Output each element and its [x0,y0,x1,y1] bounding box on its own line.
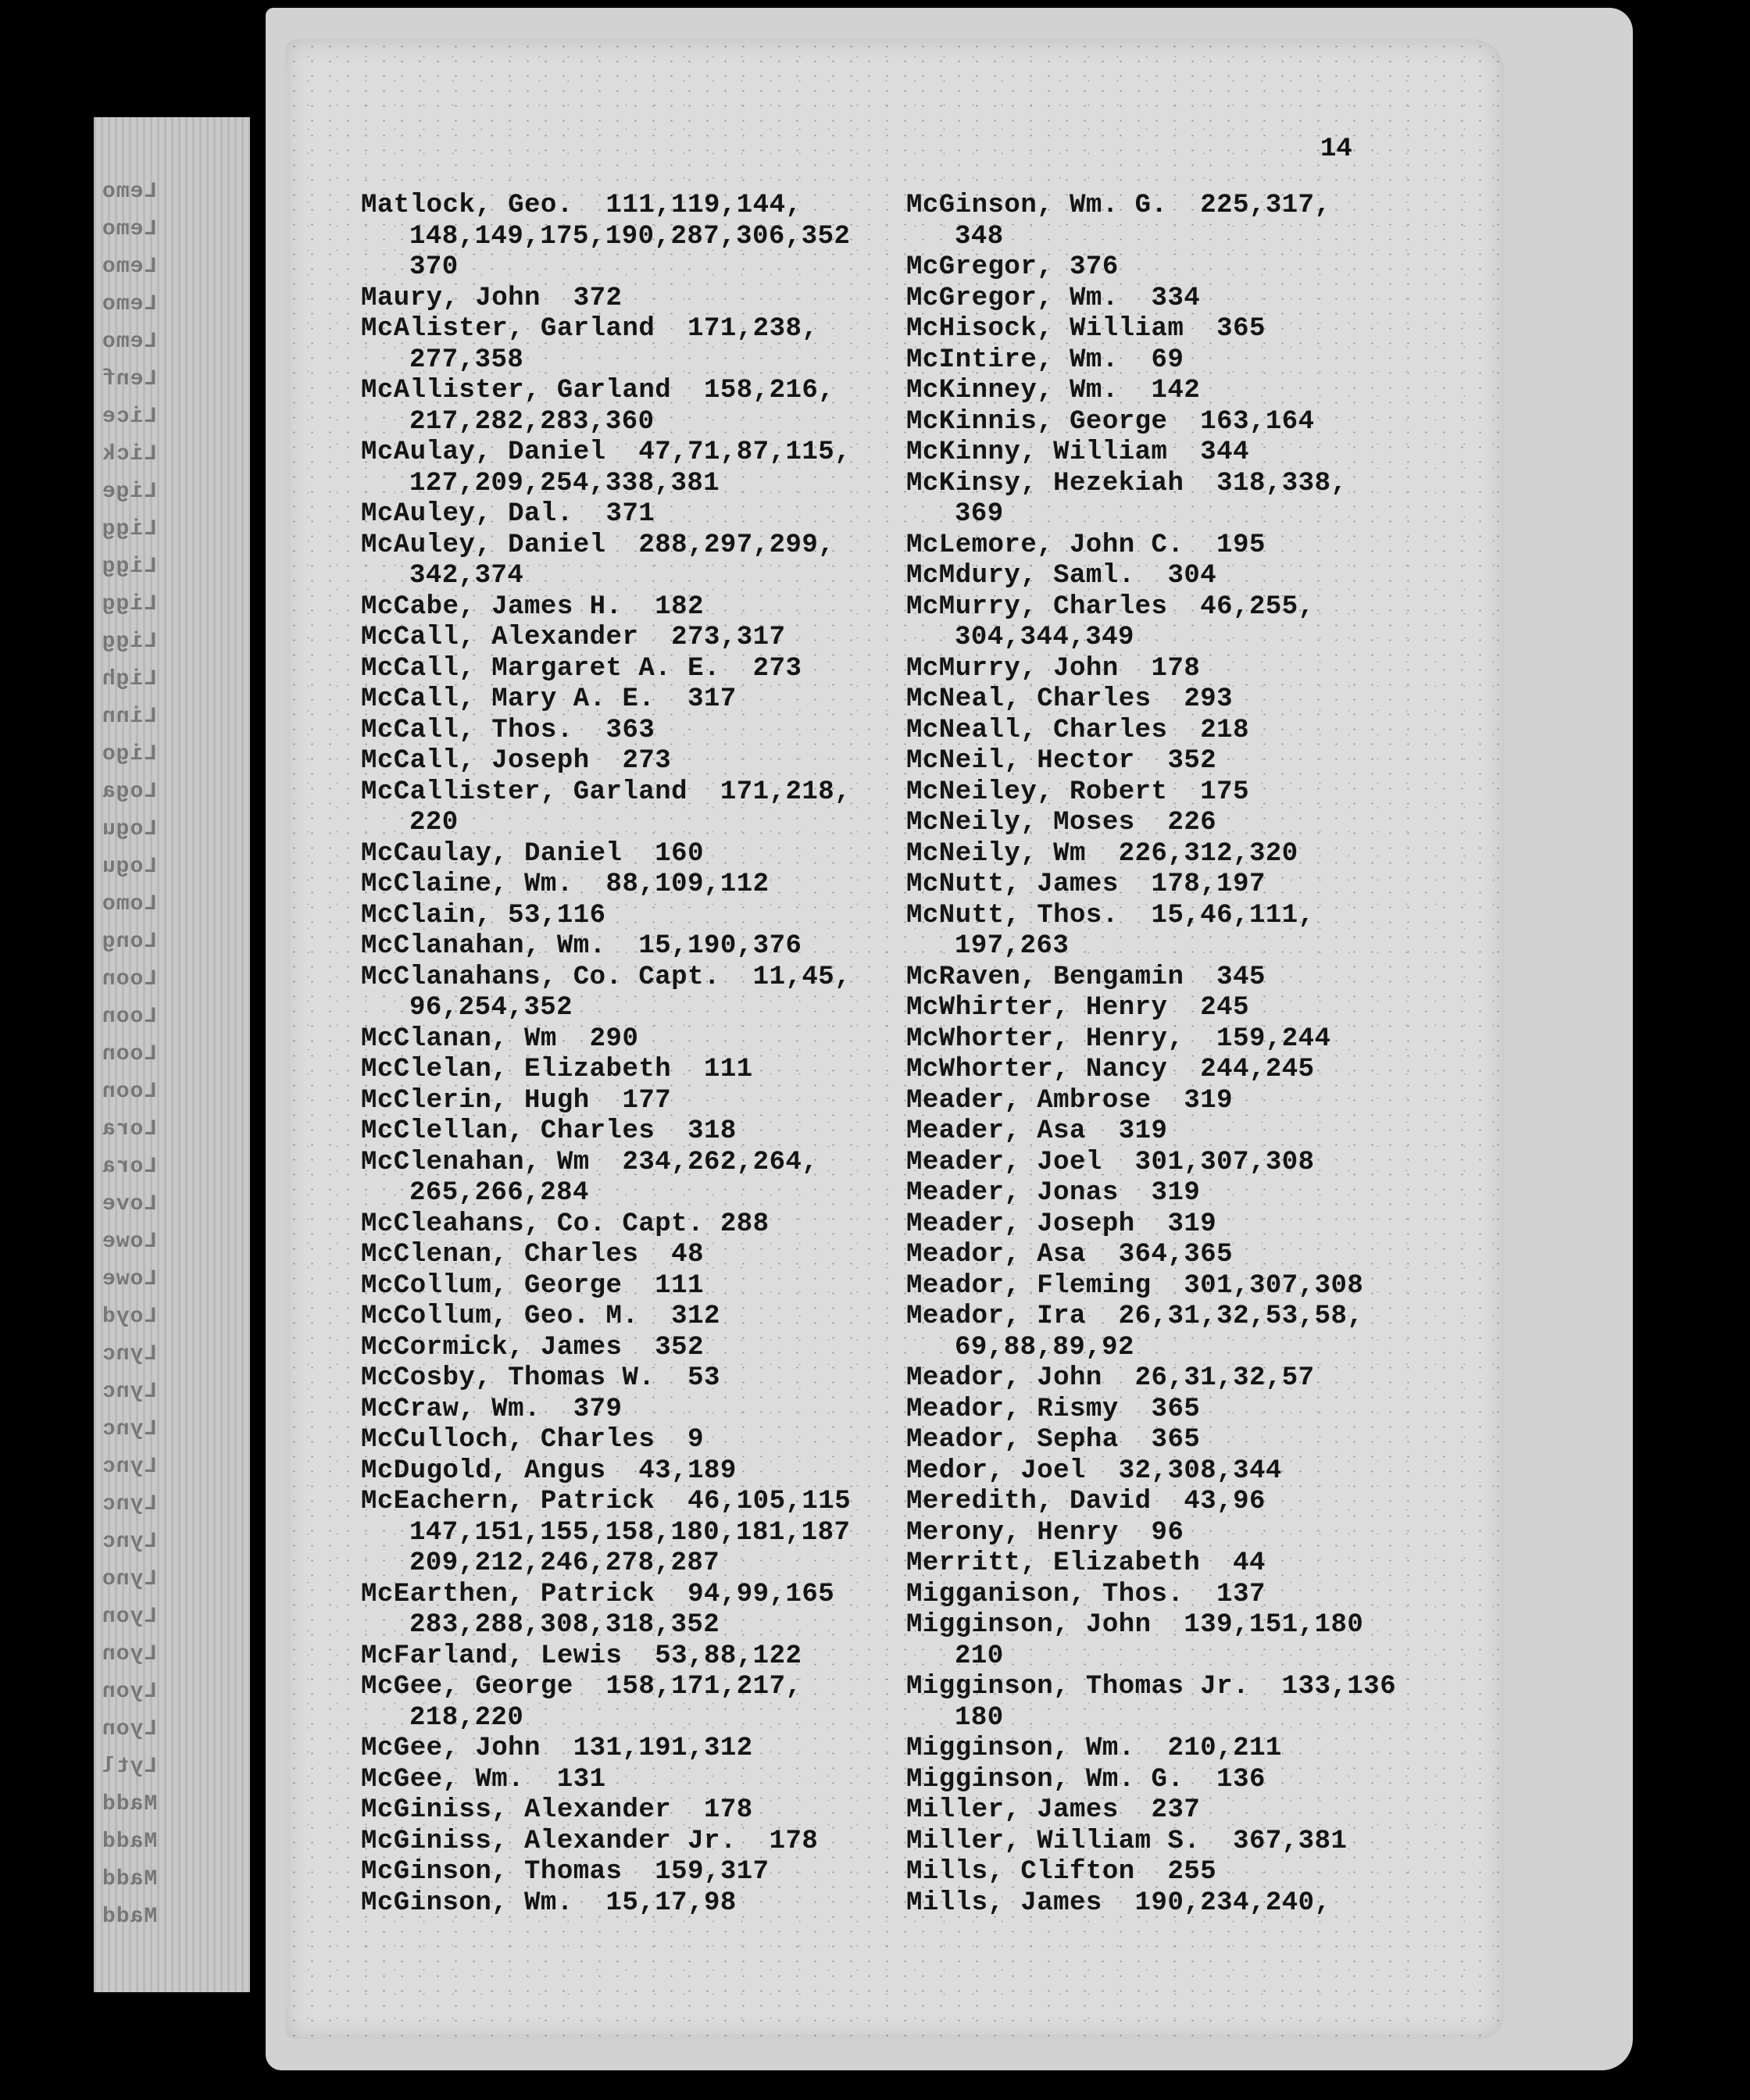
index-entry: McCall, Joseph 273 [361,746,672,776]
index-entry: McClaine, Wm. 88,109,112 [361,870,770,899]
index-entry: McKinsy, Hezekiah 318,338, [906,468,1348,498]
index-entry: McGiniss, Alexander Jr. 178 [361,1826,819,1856]
index-entry: McWhirter, Henry 245 [906,993,1249,1023]
index-entry-continuation: 220 [409,808,459,838]
index-entry: McAllister, Garland 158,216, [361,376,835,405]
index-entry: Merony, Henry 96 [906,1517,1184,1548]
index-entry: Migginson, Wm. G. 136 [906,1764,1266,1795]
adjacent-page-fragment: Loon [102,1042,158,1066]
adjacent-page-fragment: Madd [102,1905,158,1929]
index-entry: Meader, Joel 301,307,308 [906,1147,1315,1177]
page-number: 14 [1320,134,1352,164]
adjacent-page-fragment: Loga [102,780,158,804]
index-entry: McNeal, Charles 293 [906,684,1234,714]
index-entry: Miller, James 237 [906,1795,1201,1825]
index-entry: McHisock, William 365 [906,314,1266,344]
index-entry-continuation: 283,288,308,318,352 [409,1610,720,1640]
index-entry: McClanahans, Co. Capt. 11,45, [361,962,852,992]
index-entry-continuation: 96,254,352 [409,993,573,1023]
index-entry: McNeily, Wm 226,312,320 [906,838,1298,869]
adjacent-page-fragment: Lowe [102,1267,158,1291]
index-entry-continuation: 370 [409,252,459,282]
index-entry: McGinson, Thomas 159,317 [361,1857,770,1887]
adjacent-page-fragment: Lyon [102,1717,158,1741]
index-entry: McKinney, Wm. 142 [906,376,1201,405]
index-entry-continuation: 197,263 [955,931,1070,961]
index-entry: Meador, Asa 364,365 [906,1240,1234,1270]
index-entry: McClain, 53,116 [361,900,606,930]
index-entry: Meader, Asa 319 [906,1116,1168,1146]
adjacent-page-fragment: Love [102,1192,158,1216]
adjacent-page-fragment: Loon [102,1005,158,1029]
index-entry: McFarland, Lewis 53,88,122 [361,1641,802,1671]
index-entry: McCosby, Thomas W. 53 [361,1363,720,1393]
index-entry: Miller, William S. 367,381 [906,1826,1348,1856]
index-entry: McKinny, William 344 [906,438,1249,467]
index-entry: Migginson, Thomas Jr. 133,136 [906,1672,1397,1702]
index-entry: McCollum, George 111 [361,1270,704,1301]
index-entry: McGee, Wm. 131 [361,1764,606,1795]
adjacent-page-fragment: Logu [102,817,158,841]
index-entry: McAlister, Garland 171,238, [361,314,819,344]
index-entry: McAuley, Dal. 371 [361,499,655,529]
index-entry: McAulay, Daniel 47,71,87,115, [361,438,852,467]
index-entry: Meader, Jonas 319 [906,1178,1201,1208]
index-entry: Merritt, Elizabeth 44 [906,1548,1266,1578]
index-entry: McMurry, John 178 [906,653,1201,684]
adjacent-page-fragment: Loon [102,1080,158,1104]
adjacent-page-fragment: Lora [102,1117,158,1141]
index-entry-continuation: 217,282,283,360 [409,406,655,437]
adjacent-page-fragment: Lice [102,405,158,429]
adjacent-page-fragment: Madd [102,1867,158,1891]
index-entry: McGiniss, Alexander 178 [361,1795,753,1825]
index-entry: McNeil, Hector 352 [906,746,1217,776]
adjacent-page-fragment: Lemo [102,330,158,354]
adjacent-page-fragment: Madd [102,1792,158,1816]
index-entry: Maury, John 372 [361,283,623,313]
index-entry: McLemore, John C. 195 [906,530,1266,560]
adjacent-page-fragment: Long [102,930,158,954]
adjacent-page-fragment: Ligo [102,742,158,766]
index-entry: McCall, Alexander 273,317 [361,623,786,652]
adjacent-page-fragment: Lync [102,1530,158,1554]
index-entry: Meredith, David 43,96 [906,1487,1266,1516]
adjacent-page-fragment: Lyon [102,1605,158,1629]
index-entry-continuation: 148,149,175,190,287,306,352 [409,221,851,252]
index-entry-continuation: 69,88,89,92 [955,1332,1134,1362]
index-entry-continuation: 342,374 [409,561,524,591]
index-entry: McClanan, Wm 290 [361,1023,639,1054]
index-entry: McClelan, Elizabeth 111 [361,1055,753,1084]
adjacent-page-fragment: Ligg [102,592,158,616]
index-entry: McIntire, Wm. 69 [906,345,1184,375]
index-entry: McGregor, 376 [906,252,1119,282]
index-entry: Matlock, Geo. 111,119,144, [361,191,802,220]
adjacent-page-fragment: Lowe [102,1230,158,1254]
index-entry: Meador, Fleming 301,307,308 [906,1270,1364,1301]
index-entry: McClenan, Charles 48 [361,1240,704,1270]
index-entry: Migganison, Thos. 137 [906,1579,1266,1609]
adjacent-page-fragment: Loyd [102,1305,158,1329]
index-entry: McCraw, Wm. 379 [361,1394,623,1424]
index-entry-continuation: 218,220 [409,1702,524,1733]
adjacent-page-fragment: Lemo [102,217,158,241]
index-entry-continuation: 369 [955,499,1004,529]
adjacent-page-fragment: Lenf [102,367,158,391]
index-entry-continuation: 209,212,246,278,287 [409,1548,720,1578]
adjacent-page-fragment: Lync [102,1455,158,1479]
adjacent-page-fragment: Ligg [102,630,158,654]
index-entry: McCaulay, Daniel 160 [361,838,704,869]
adjacent-page-fragment: Lemo [102,180,158,204]
index-entry: McAuley, Daniel 288,297,299, [361,530,835,560]
adjacent-page-fragment: Lync [102,1417,158,1441]
index-entry: McKinnis, George 163,164 [906,406,1315,437]
index-entry-continuation: 304,344,349 [955,623,1134,652]
index-entry: McClenahan, Wm 234,262,264, [361,1147,819,1177]
index-column-right [906,191,1396,1919]
adjacent-page-fragment: Lemo [102,255,158,279]
adjacent-page-fragment: Lora [102,1155,158,1179]
index-entry: McCallister, Garland 171,218, [361,777,852,807]
index-entry: McClerin, Hugh 177 [361,1085,672,1116]
index-entry: McCabe, James H. 182 [361,591,704,622]
index-entry: McNutt, James 178,197 [906,870,1266,899]
adjacent-page-edge [94,117,250,1992]
adjacent-page-fragment: Lick [102,442,158,466]
index-entry: Meader, Ambrose 319 [906,1085,1234,1116]
index-entry: Meador, Sepha 365 [906,1425,1201,1455]
index-entry: McClellan, Charles 318 [361,1116,737,1146]
index-column-left [361,191,851,1919]
index-entry: McCall, Mary A. E. 317 [361,684,737,714]
index-entry: Medor, Joel 32,308,344 [906,1455,1282,1486]
index-entry: McClanahan, Wm. 15,190,376 [361,931,802,961]
index-entry: Meader, Joseph 319 [906,1209,1217,1239]
index-entry: Migginson, Wm. 210,211 [906,1734,1282,1763]
index-entry: McNeiley, Robert 175 [906,777,1249,807]
index-entry: McDugold, Angus 43,189 [361,1455,737,1486]
adjacent-page-fragment: Ligg [102,517,158,541]
index-entry: McCall, Thos. 363 [361,715,655,745]
index-entry: McGregor, Wm. 334 [906,283,1201,313]
index-entry: McNeall, Charles 218 [906,715,1249,745]
index-entry: McCall, Margaret A. E. 273 [361,653,802,684]
index-entry: McWhorter, Henry, 159,244 [906,1023,1331,1054]
adjacent-page-fragment: Lync [102,1492,158,1516]
index-entry: McCormick, James 352 [361,1332,704,1362]
index-entry: McEarthen, Patrick 94,99,165 [361,1579,835,1609]
adjacent-page-fragment: Lyno [102,1567,158,1591]
adjacent-page-fragment: Lyon [102,1642,158,1666]
adjacent-page-fragment: Lige [102,480,158,504]
index-entry: McGinson, Wm. 15,17,98 [361,1888,737,1918]
adjacent-page-fragment: Madd [102,1830,158,1854]
adjacent-page-fragment: Linn [102,705,158,729]
index-entry: McCulloch, Charles 9 [361,1425,704,1455]
index-entry: McNutt, Thos. 15,46,111, [906,900,1315,930]
adjacent-page-fragment: Lyon [102,1680,158,1704]
index-entry: McGee, George 158,171,217, [361,1672,802,1702]
index-entry: McWhorter, Nancy 244,245 [906,1055,1315,1084]
index-entry: Meador, Ira 26,31,32,53,58, [906,1302,1364,1331]
index-entry: McCleahans, Co. Capt. 288 [361,1209,770,1239]
index-entry-continuation: 180 [955,1702,1004,1733]
index-entry: McNeily, Moses 226 [906,808,1217,838]
adjacent-page-fragment: Ligg [102,555,158,579]
index-entry-continuation: 277,358 [409,345,524,375]
adjacent-page-fragment: Lomo [102,892,158,916]
index-entry: Meador, Rismy 365 [906,1394,1201,1424]
adjacent-page-fragment: Lync [102,1380,158,1404]
index-entry: McMdury, Saml. 304 [906,561,1217,591]
index-entry-continuation: 147,151,155,158,180,181,187 [409,1517,851,1548]
index-entry: Mills, Clifton 255 [906,1857,1217,1887]
index-entry: Mills, James 190,234,240, [906,1888,1331,1918]
index-entry: McRaven, Bengamin 345 [906,962,1266,992]
index-entry: McMurry, Charles 46,255, [906,591,1315,622]
index-entry: Meador, John 26,31,32,57 [906,1363,1315,1393]
index-entry-continuation: 127,209,254,338,381 [409,468,720,498]
index-entry: McEachern, Patrick 46,105,115 [361,1487,852,1516]
adjacent-page-fragment: Lytl [102,1755,158,1779]
index-entry-continuation: 210 [955,1641,1004,1671]
index-entry: McGinson, Wm. G. 225,317, [906,191,1331,220]
adjacent-page-fragment: Lync [102,1342,158,1366]
index-entry-continuation: 265,266,284 [409,1178,589,1208]
index-entry: Migginson, John 139,151,180 [906,1610,1364,1640]
adjacent-page-fragment: Logu [102,855,158,879]
index-entry: McCollum, Geo. M. 312 [361,1302,720,1331]
adjacent-page-fragment: Lemo [102,292,158,316]
index-entry-continuation: 348 [955,221,1004,252]
adjacent-page-fragment: Ligh [102,667,158,691]
adjacent-page-fragment: Loon [102,967,158,991]
index-entry: McGee, John 131,191,312 [361,1734,753,1763]
